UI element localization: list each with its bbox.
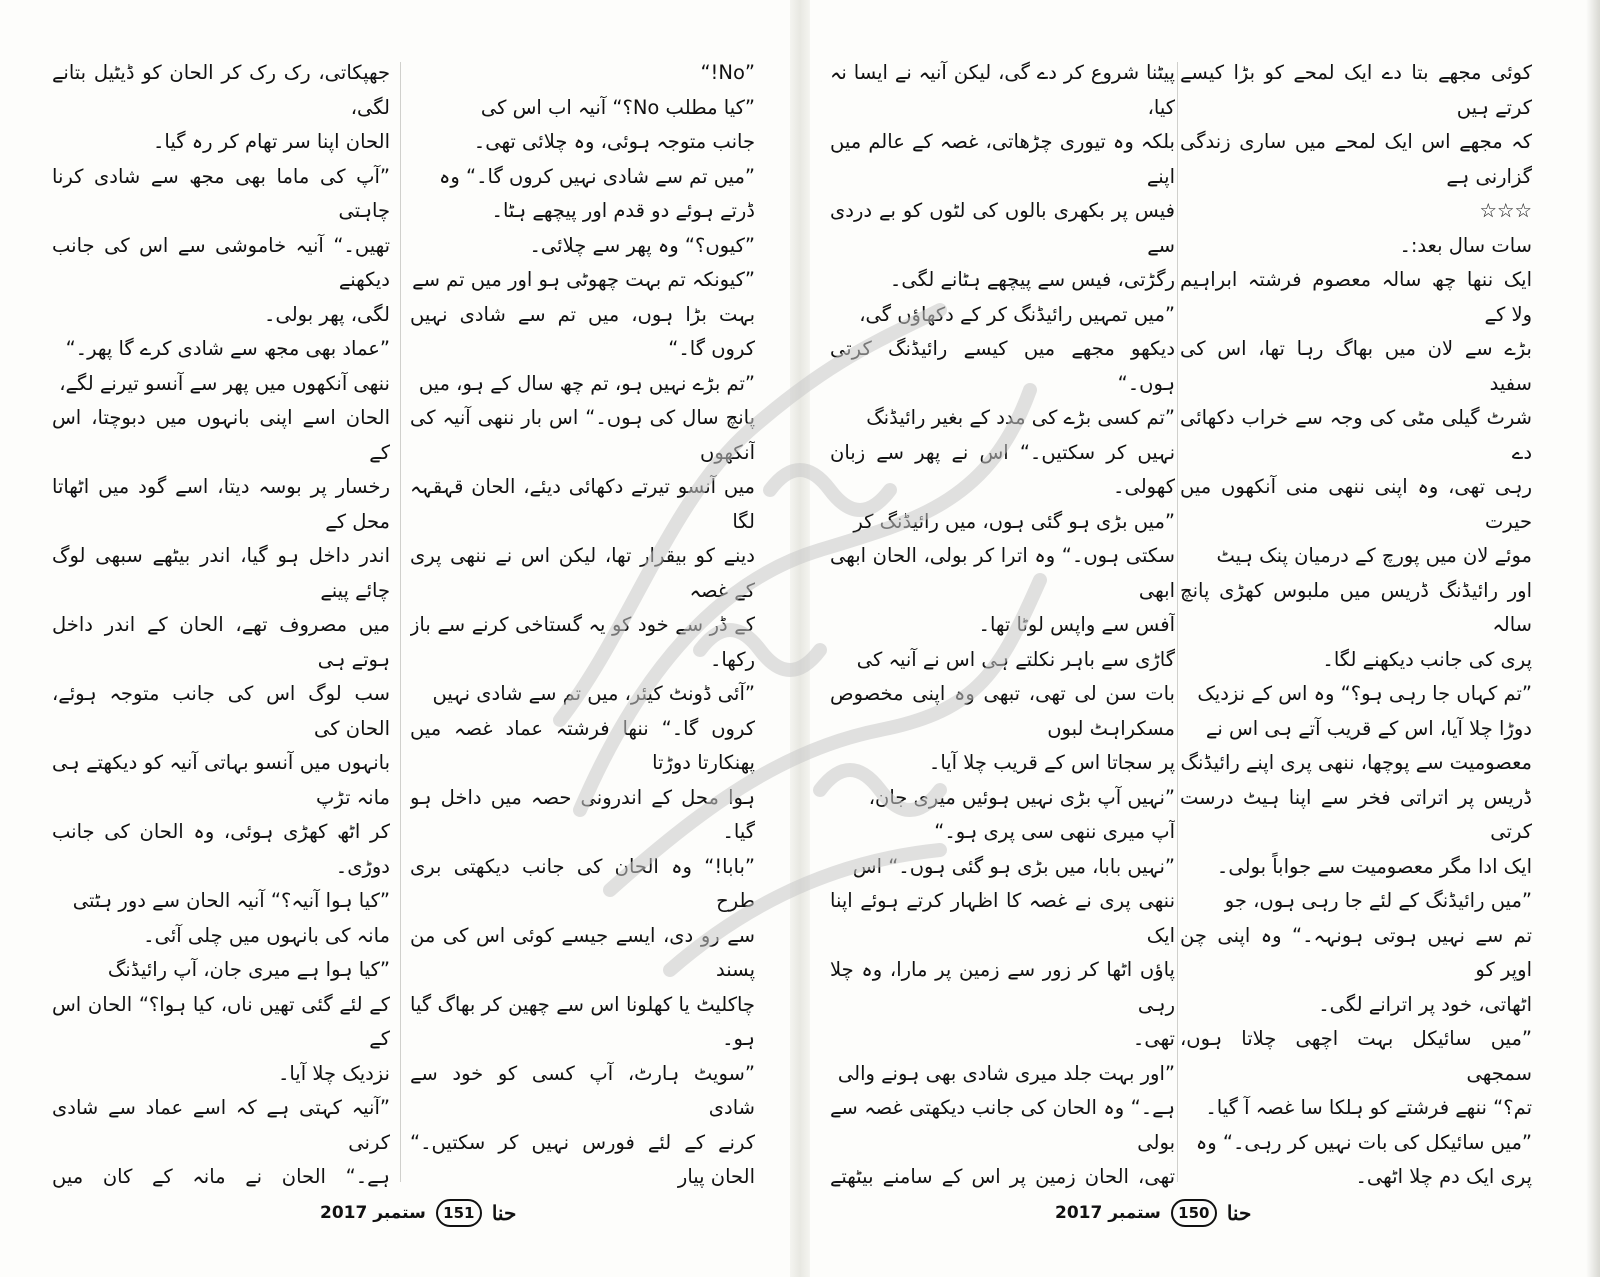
text-column-right-inner: پیٹنا شروع کر دے گی، لیکن آنیہ نے ایسا نہ کیا، بلکہ وہ تیوری چڑھاتی، غصہ کے عالم میں اپنے فیس پر بکھری بالوں کی لٹوں کو بے دردی سے رگڑتی، فیس سے پیچھے ہٹانے لگی۔ ”میں تمہیں رائیڈنگ کر کے دکھاؤں گی، دیکھو مجھے میں کیسے رائیڈنگ کرتی ہوں۔“ ”تم کسی بڑے کی مدد کے بغیر رائیڈنگ نہیں کر سکتیں۔“ اس نے پھر سے زبان کھولی۔ ”میں بڑی ہو گئی ہوں، میں رائیڈنگ کر سکتی ہوں۔“ وہ اترا کر بولی، الحان ابھی ابھی آفس سے واپس لوٹا تھا۔ گاڑی سے باہر نکلتے ہی اس نے آنیہ کی بات سن لی تھی، تبھی وہ اپنی مخصوص مسکراہٹ لبوں پر سجاتا اس کے قریب چلا آیا۔ ”نہیں آپ بڑی نہیں ہوئیں میری جان، آپ میری ننھی سی پری ہو۔“ ”نہیں بابا، میں بڑی ہو گئی ہوں۔“ اس ننھی پری نے غصہ کا اظہار کرتے ہوئے اپنا ایک پاؤں اٹھا کر زور سے زمین پر مارا، وہ چلا رہی تھی۔ ”اور بہت جلد میری شادی بھی ہونے والی ہے۔“ وہ الحان کی جانب دیکھتی غصہ سے بولی تھی، الحان زمین پر اس کے سامنے بیٹھتے (830, 61, 1175, 1188)
column-divider (400, 62, 401, 1182)
page-number: 151 (436, 1199, 482, 1227)
page-150 (810, 0, 1600, 1277)
footer-date: ستمبر 2017 (1055, 1203, 1161, 1223)
magazine-logo: حنا (491, 1201, 517, 1225)
magazine-logo: حنا (1226, 1201, 1252, 1225)
column-divider (1177, 62, 1178, 1182)
page-gutter (790, 0, 810, 1277)
text-column-right-outer: کوئی مجھے بتا دے ایک لمحے کو بڑا کیسے کرتے ہیں کہ مجھے اس ایک لمحے میں ساری زندگی گزارنی ہے ☆☆☆ سات سال بعد:۔ ایک ننھا چھ سالہ معصوم فرشتہ ابراہیم ولا کے بڑے سے لان میں بھاگ رہا تھا، اس کی سفید شرٹ گیلی مٹی کی وجہ سے خراب دکھائی دے رہی تھی، وہ اپنی ننھی منی آنکھوں میں حیرت موئے لان میں پورچ کے درمیان پنک ہیٹ اور رائیڈنگ ڈریس میں ملبوس کھڑی پانچ سالہ پری کی جانب دیکھنے لگا۔ ”تم کہاں جا رہی ہو؟“ وہ اس کے نزدیک دوڑا چلا آیا، اس کے قریب آتے ہی اس نے معصومیت سے پوچھا، ننھی پری اپنے رائیڈنگ ڈریس پر اتراتی فخر سے اپنا ہیٹ درست کرتی ایک ادا مگر معصومیت سے جواباً بولی۔ ”میں رائیڈنگ کے لئے جا رہی ہوں، جو تم سے نہیں ہوتی ہونہہ۔“ وہ اپنی چن اوپر کو اٹھاتی، خود پر اترانے لگی۔ ”میں سائیکل بہت اچھی چلاتا ہوں، سمجھی تم؟“ ننھے فرشتے کو ہلکا سا غصہ آ گیا۔ ”میں سائیکل کی بات نہیں کر رہی۔“ وہ پری ایک دم چلا اٹھی۔ (1180, 61, 1532, 1188)
text-column-left-outer: جھپکاتی، رک رک کر الحان کو ڈیٹیل بتانے لگی، الحان اپنا سر تھام کر رہ گیا۔ ”آپ کی ماما بھی مجھ سے شادی کرنا چاہتی تھیں۔“ آنیہ خاموشی سے اس کی جانب دیکھنے لگی، پھر بولی۔ ”عماد بھی مجھ سے شادی کرے گا پھر۔“ ننھی آنکھوں میں پھر سے آنسو تیرنے لگے، الحان اسے اپنی بانہوں میں دبوچتا، اس کے رخسار پر بوسہ دیتا، اسے گود میں اٹھاتا محل کے اندر داخل ہو گیا، اندر بیٹھے سبھی لوگ چائے پینے میں مصروف تھے، الحان کے اندر داخل ہوتے ہی سب لوگ اس کی جانب متوجہ ہوئے، الحان کی بانہوں میں آنسو بہاتی آنیہ کو دیکھتے ہی مانہ تڑپ کر اٹھ کھڑی ہوئی، وہ الحان کی جانب دوڑی۔ ”کیا ہوا آنیہ؟“ آنیہ الحان سے دور ہٹتی مانہ کی بانہوں میں چلی آئی۔ ”کیا ہوا ہے میری جان، آپ رائیڈنگ کے لئے گئی تھیں ناں، کیا ہوا؟“ الحان اس کے نزدیک چلا آیا۔ ”آنیہ کہتی ہے کہ اسے عماد سے شادی کرنی ہے۔“ الحان نے مانہ کے کان میں (52, 61, 390, 1188)
page-number: 150 (1171, 1199, 1217, 1227)
page-footer-151 (320, 1196, 516, 1230)
footer-date: ستمبر 2017 (320, 1203, 426, 1223)
scan-edge-shadow (1586, 0, 1600, 1277)
text-column-left-inner: ”No!“ ”کیا مطلب No؟“ آنیہ اب اس کی جانب متوجہ ہوئی، وہ چلائی تھی۔ ”میں تم سے شادی نہیں کروں گا۔“ وہ ڈرتے ہوئے دو قدم اور پیچھے ہٹا۔ ”کیوں؟“ وہ پھر سے چلائی۔ ”کیونکہ تم بہت چھوٹی ہو اور میں تم سے بہت بڑا ہوں، میں تم سے شادی نہیں کروں گا۔“ ”تم بڑے نہیں ہو، تم چھ سال کے ہو، میں پانچ سال کی ہوں۔“ اس بار ننھی آنیہ کی آنکھوں میں آنسو تیرتے دکھائی دیئے، الحان قہقہہ لگا دینے کو بیقرار تھا، لیکن اس نے ننھی پری کے غصہ کے ڈر سے خود کو یہ گستاخی کرنے سے باز رکھا۔ ”آئی ڈونٹ کیئر، میں تم سے شادی نہیں کروں گا۔“ ننھا فرشتہ عماد غصہ میں پھنکارتا دوڑتا ہوا محل کے اندرونی حصہ میں داخل ہو گیا۔ ”بابا!“ وہ الحان کی جانب دیکھتی بری طرح سے رو دی، ایسے جیسے کوئی اس کی من پسند چاکلیٹ یا کھلونا اس سے چھین کر بھاگ گیا ہو۔ ”سویٹ ہارٹ، آپ کسی کو خود سے شادی کرنے کے لئے فورس نہیں کر سکتیں۔“ الحان پیار (410, 61, 755, 1188)
page-151 (0, 0, 790, 1277)
page-footer-150 (1055, 1196, 1251, 1230)
